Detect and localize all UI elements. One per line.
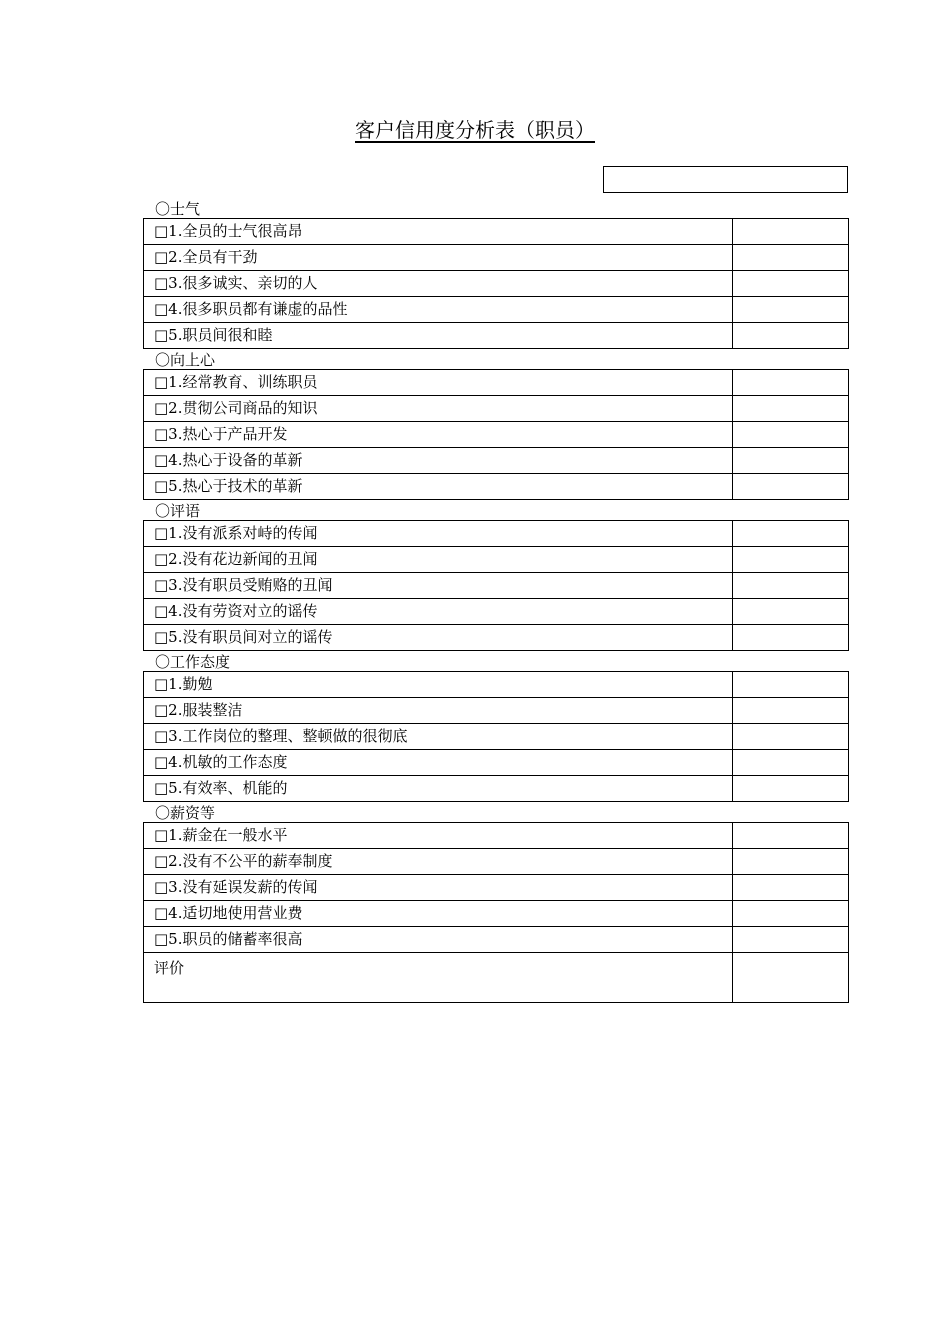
- check-item[interactable]: □3.热心于产品开发: [144, 422, 733, 448]
- section-table-morale: [143, 218, 849, 349]
- score-cell[interactable]: [733, 422, 849, 448]
- score-cell[interactable]: [733, 599, 849, 625]
- table-row: [144, 849, 849, 875]
- section-table-reputation: [143, 520, 849, 651]
- section-label-ambition: 〇向上心: [155, 351, 216, 369]
- score-cell[interactable]: [733, 370, 849, 396]
- score-cell[interactable]: [733, 573, 849, 599]
- score-cell[interactable]: [733, 776, 849, 802]
- check-item[interactable]: □3.工作岗位的整理、整顿做的很彻底: [144, 724, 733, 750]
- section-label-work-attitude: 〇工作态度: [155, 653, 231, 671]
- check-item[interactable]: □5.有效率、机能的: [144, 776, 733, 802]
- evaluation-row: [144, 953, 849, 1003]
- score-cell[interactable]: [733, 698, 849, 724]
- table-row: [144, 875, 849, 901]
- score-cell[interactable]: [733, 297, 849, 323]
- score-cell[interactable]: [733, 927, 849, 953]
- table-row: [144, 599, 849, 625]
- score-cell[interactable]: [733, 901, 849, 927]
- score-cell[interactable]: [733, 323, 849, 349]
- table-row: [144, 625, 849, 651]
- table-row: [144, 271, 849, 297]
- check-item[interactable]: □3.没有延误发薪的传闻: [144, 875, 733, 901]
- table-row: [144, 698, 849, 724]
- check-item[interactable]: □5.没有职员间对立的谣传: [144, 625, 733, 651]
- check-item[interactable]: □2.服装整洁: [144, 698, 733, 724]
- score-cell[interactable]: [733, 625, 849, 651]
- score-cell[interactable]: [733, 521, 849, 547]
- section-label-reputation: 〇评语: [155, 502, 201, 520]
- score-cell[interactable]: [733, 547, 849, 573]
- table-row: [144, 370, 849, 396]
- section-table-ambition: [143, 369, 849, 500]
- check-item[interactable]: □3.很多诚实、亲切的人: [144, 271, 733, 297]
- check-item[interactable]: □4.没有劳资对立的谣传: [144, 599, 733, 625]
- check-item[interactable]: □1.全员的士气很高昂: [144, 219, 733, 245]
- check-item[interactable]: □2.贯彻公司商品的知识: [144, 396, 733, 422]
- score-cell[interactable]: [733, 396, 849, 422]
- score-cell[interactable]: [733, 474, 849, 500]
- score-cell[interactable]: [733, 849, 849, 875]
- section-table-salary: [143, 822, 849, 1003]
- check-item[interactable]: □4.很多职员都有谦虚的品性: [144, 297, 733, 323]
- score-cell[interactable]: [733, 875, 849, 901]
- table-row: [144, 474, 849, 500]
- check-item[interactable]: □1.经常教育、训练职员: [144, 370, 733, 396]
- score-cell[interactable]: [733, 823, 849, 849]
- table-row: [144, 245, 849, 271]
- table-row: [144, 323, 849, 349]
- check-item[interactable]: □1.薪金在一般水平: [144, 823, 733, 849]
- check-item[interactable]: □3.没有职员受贿赂的丑闻: [144, 573, 733, 599]
- title-text: 客户信用度分析表（职员）: [355, 118, 595, 142]
- table-row: [144, 672, 849, 698]
- score-cell[interactable]: [733, 672, 849, 698]
- check-item[interactable]: □5.热心于技术的革新: [144, 474, 733, 500]
- table-row: [144, 901, 849, 927]
- check-item[interactable]: □5.职员的储蓄率很高: [144, 927, 733, 953]
- table-row: [144, 724, 849, 750]
- header-blank-field[interactable]: [603, 166, 848, 193]
- check-item[interactable]: □4.机敏的工作态度: [144, 750, 733, 776]
- check-item[interactable]: □5.职员间很和睦: [144, 323, 733, 349]
- section-table-work-attitude: [143, 671, 849, 802]
- page-title: [0, 116, 950, 144]
- table-row: [144, 422, 849, 448]
- score-cell[interactable]: [733, 750, 849, 776]
- table-row: [144, 521, 849, 547]
- score-cell[interactable]: [733, 448, 849, 474]
- table-row: [144, 750, 849, 776]
- check-item[interactable]: □1.勤勉: [144, 672, 733, 698]
- table-row: [144, 297, 849, 323]
- score-cell[interactable]: [733, 724, 849, 750]
- evaluation-label: 评价: [144, 953, 733, 1003]
- table-row: [144, 776, 849, 802]
- score-cell[interactable]: [733, 219, 849, 245]
- check-item[interactable]: □2.没有花边新闻的丑闻: [144, 547, 733, 573]
- check-item[interactable]: □1.没有派系对峙的传闻: [144, 521, 733, 547]
- score-cell[interactable]: [733, 271, 849, 297]
- score-cell[interactable]: [733, 245, 849, 271]
- analysis-form: [143, 198, 848, 1003]
- table-row: [144, 219, 849, 245]
- check-item[interactable]: □4.热心于设备的革新: [144, 448, 733, 474]
- check-item[interactable]: □2.全员有干劲: [144, 245, 733, 271]
- table-row: [144, 927, 849, 953]
- table-row: [144, 823, 849, 849]
- table-row: [144, 547, 849, 573]
- check-item[interactable]: □4.适切地使用营业费: [144, 901, 733, 927]
- section-label-salary: 〇薪资等: [155, 804, 216, 822]
- table-row: [144, 396, 849, 422]
- evaluation-cell[interactable]: [733, 953, 849, 1003]
- table-row: [144, 448, 849, 474]
- table-row: [144, 573, 849, 599]
- check-item[interactable]: □2.没有不公平的薪奉制度: [144, 849, 733, 875]
- section-label-morale: 〇士气: [155, 200, 201, 218]
